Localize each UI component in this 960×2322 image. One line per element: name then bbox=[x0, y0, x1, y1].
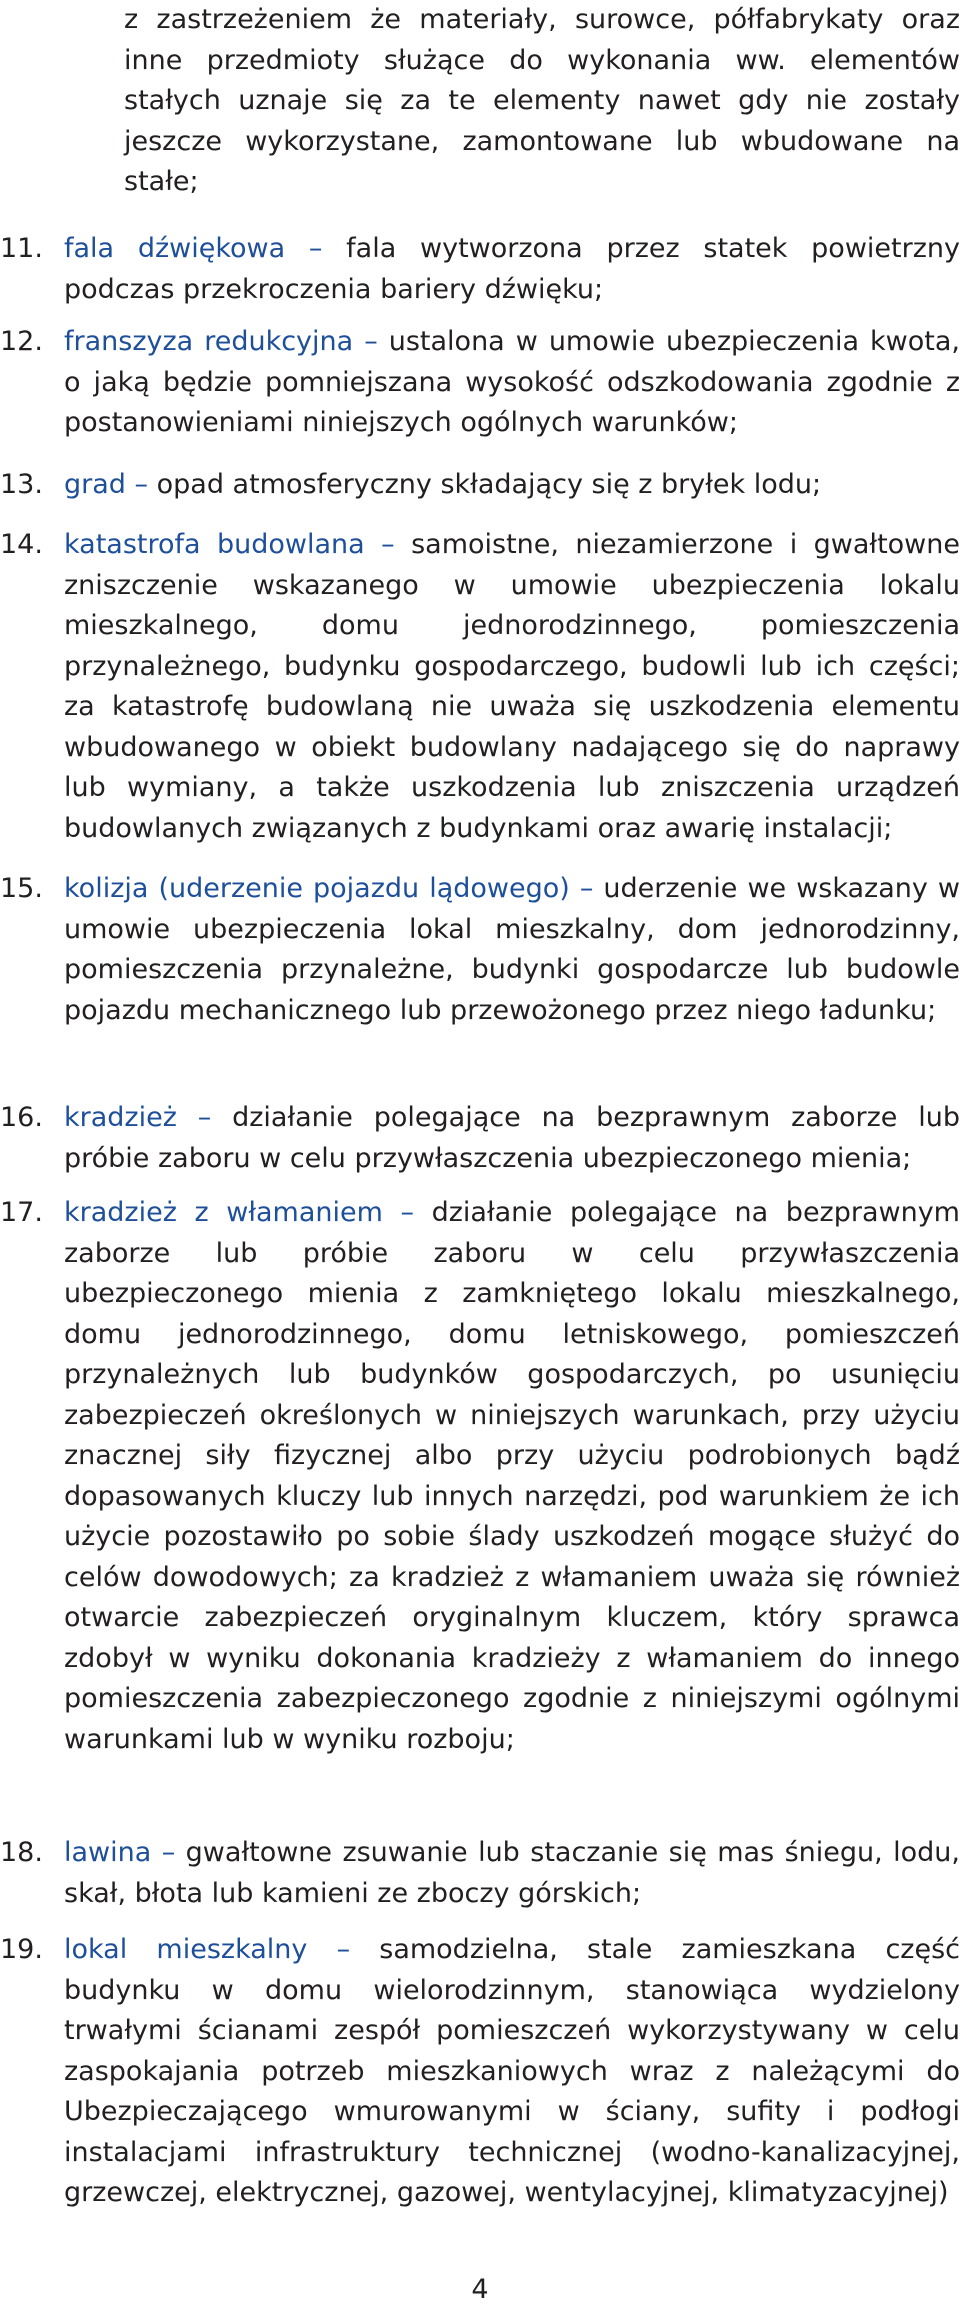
definition-dash: – bbox=[579, 873, 594, 904]
definition-term: lawina bbox=[64, 1837, 152, 1868]
definition-term: kolizja (uderzenie pojazdu lądowego) bbox=[64, 873, 570, 904]
definition-number: 18. bbox=[0, 1837, 43, 1868]
definition-term: katastrofa budowlana bbox=[64, 529, 365, 560]
definition-number: 17. bbox=[0, 1197, 43, 1228]
definition-text: samodzielna, stale zamieszkana część budynku w domu wielorodzinnym, stanowiąca wydzielony trwałymi ścianami zespół pomieszczeń wykorzystywany w celu zaspokajania potrzeb mieszkaniowych wraz z należącymi do Ubezpieczającego wmurowanymi w ściany, sufity i podłogi instalacjami infrastruktury technicznej (wodno-kanalizacyjnej, grzewczej, elektrycznej, gazowej, wentylacyjnej, klimatyzacyjnej) bbox=[64, 1934, 960, 2208]
definition-dash: – bbox=[336, 1934, 351, 1965]
definition-text: działanie polegające na bezprawnym zaborze lub próbie zaboru w celu przywłaszczenia ubezpieczonego mienia z zamkniętego lokalu mieszkalnego, domu jednorodzinnego, domu letniskowego, pomieszczeń przynależnych lub budynków gospodarczych, po usunięciu zabezpieczeń określonych w niniejszych warunkach, przy użyciu znacznej siły fizycznej albo przy użyciu podrobionych bądź dopasowanych kluczy lub innych narzędzi, pod warunkiem że ich użycie pozostawiło po sobie ślady uszkodzeń mogące służyć do celów dowodowych; za kradzież z włamaniem uważa się również otwarcie zabezpieczeń oryginalnym kluczem, który sprawca zdobył w wyniku dokonania kradzieży z włamaniem do innego pomieszczenia zabezpieczonego zgodnie z niniejszymi ogólnymi warunkami lub w wyniku rozboju; bbox=[64, 1197, 960, 1755]
definition-text: ustalona w umowie ubezpieczenia kwota, o jaką będzie pomniejszana wysokość odszkodowania zgodnie z postanowieniami niniejszych ogólnych warunków; bbox=[64, 326, 960, 438]
definition-number: 19. bbox=[0, 1934, 43, 1965]
definition-text: samoistne, niezamierzone i gwałtowne zniszczenie wskazanego w umowie ubezpieczenia lokalu mieszkalnego, domu jednorodzinnego, pomieszczenia przynależnego, budynku gospodarczego, budowli lub ich części; za katastrofę budowlaną nie uważa się uszkodzenia elementu wbudowanego w obiekt budowlany nadającego się do naprawy lub wymiany, a także uszkodzenia lub zniszczenia urządzeń budowlanych związanych z budynkami oraz awarię instalacji; bbox=[64, 529, 960, 844]
definition-number: 16. bbox=[0, 1102, 43, 1133]
definition-dash: – bbox=[400, 1197, 415, 1228]
definition-item bbox=[0, 1930, 960, 2214]
definition-dash: – bbox=[381, 529, 395, 560]
definition-term: fala dźwiękowa bbox=[64, 233, 286, 264]
definition-text: gwałtowne zsuwanie lub staczanie się mas śniegu, lodu, skał, błota lub kamieni ze zboczy górskich; bbox=[64, 1837, 960, 1909]
definition-item bbox=[0, 1833, 960, 1914]
definition-item bbox=[0, 1098, 960, 1179]
definition-item bbox=[0, 525, 960, 849]
definition-number: 15. bbox=[0, 873, 43, 904]
definition-item bbox=[0, 229, 960, 310]
definition-number: 12. bbox=[0, 326, 43, 357]
definition-number: 14. bbox=[0, 529, 43, 560]
definition-item bbox=[0, 869, 960, 1031]
definition-number: 13. bbox=[0, 469, 43, 500]
definition-term: kradzież z włamaniem bbox=[64, 1197, 383, 1228]
definition-term: kradzież bbox=[64, 1102, 177, 1133]
definition-item bbox=[0, 1193, 960, 1760]
definition-dash: – bbox=[197, 1102, 212, 1133]
definition-item bbox=[0, 465, 960, 506]
definition-term: lokal mieszkalny bbox=[64, 1934, 308, 1965]
definition-text: działanie polegające na bezprawnym zaborze lub próbie zaboru w celu przywłaszczenia ubezpieczonego mienia; bbox=[64, 1102, 960, 1174]
definition-dash: – bbox=[364, 326, 378, 357]
definition-text: opad atmosferyczny składający się z bryłek lodu; bbox=[156, 469, 822, 500]
definition-dash: – bbox=[308, 233, 323, 264]
definition-text: uderzenie we wskazany w umowie ubezpieczenia lokal mieszkalny, dom jednorodzinny, pomieszczenia przynależne, budynki gospodarcze lub budowle pojazdu mechanicznego lub przewożonego przez niego ładunku; bbox=[64, 873, 960, 1026]
definition-number: 11. bbox=[0, 233, 43, 264]
page-number: 4 bbox=[471, 2274, 489, 2305]
definition-term: franszyza redukcyjna bbox=[64, 326, 354, 357]
definition-dash: – bbox=[134, 469, 149, 500]
definition-dash: – bbox=[161, 1837, 176, 1868]
definition-item bbox=[0, 322, 960, 444]
definition-text: fala wytworzona przez statek powietrzny podczas przekroczenia bariery dźwięku; bbox=[64, 233, 960, 305]
intro-paragraph: z zastrzeżeniem że materiały, surowce, półfabrykaty oraz inne przedmioty służące do wykonania ww. elementów stałych uznaje się za te elementy nawet gdy nie zostały jeszcze wykorzystane, zamontowane lub wbudowane na stałe; bbox=[124, 4, 960, 197]
definition-term: grad bbox=[64, 469, 126, 500]
